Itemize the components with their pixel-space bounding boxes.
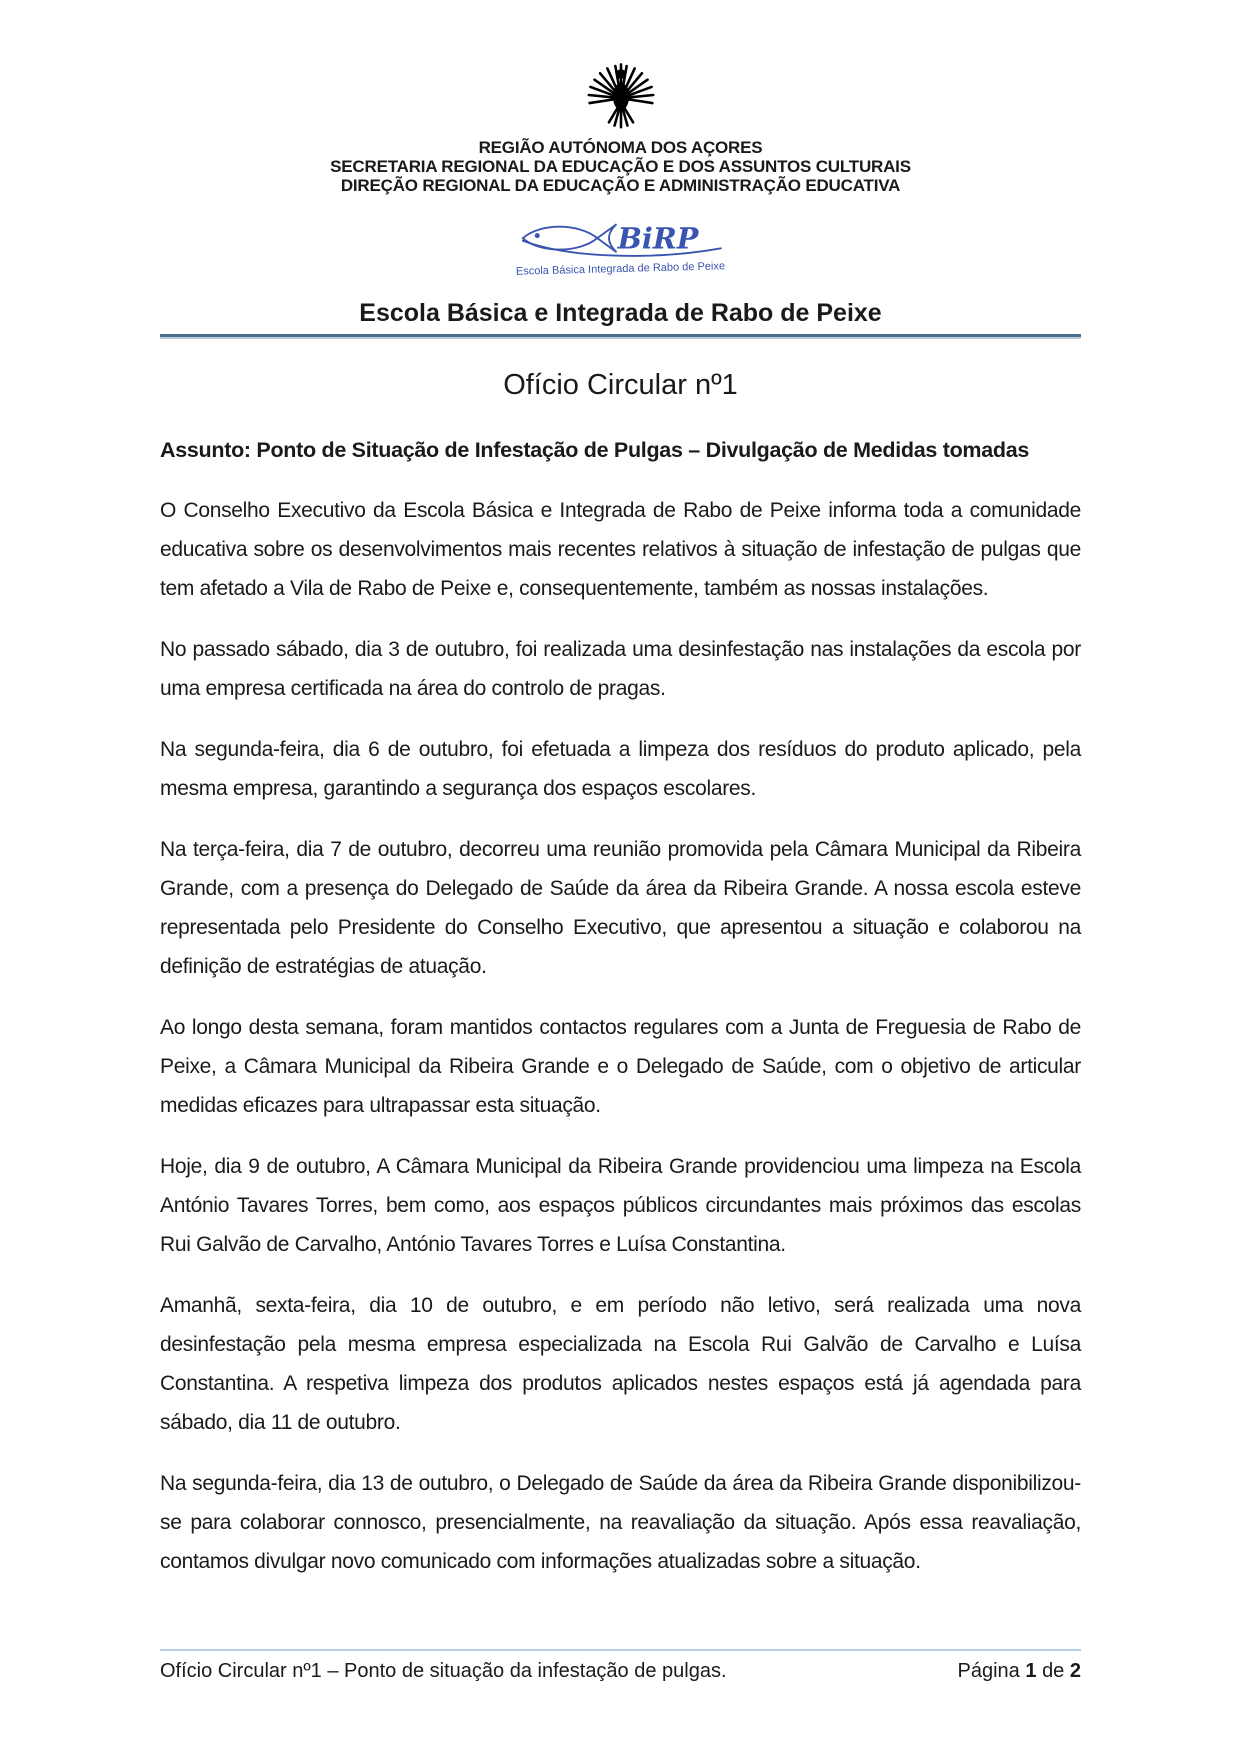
body-paragraph: Na segunda-feira, dia 13 de outubro, o Delegado de Saúde da área da Ribeira Grande disponibilizou-se para colaborar connosco, presencialmente, na reavaliação da situação. Após essa reavaliação, contamos divulgar novo comunicado com informações atualizadas sobre a situação.: [160, 1472, 1081, 1573]
fish-ebirp-logo-icon: [511, 211, 731, 267]
document-title: Ofício Circular nº1: [503, 369, 738, 401]
page-footer: [160, 1649, 1081, 1683]
page-total: 2: [1069, 1660, 1081, 1682]
school-logo: [160, 211, 1081, 278]
body-text: [160, 491, 1081, 1581]
footer-divider: [160, 1649, 1081, 1651]
logo-letters: BiRP: [617, 221, 698, 256]
body-paragraph: Hoje, dia 9 de outubro, A Câmara Municipal da Ribeira Grande providenciou uma limpeza na Escola António Tavares Torres, bem como, aos espaços públicos circundantes mais próximos das escolas Rui Galvão de Carvalho, António Tavares Torres e Luísa Constantina.: [160, 1155, 1081, 1256]
acores-goshawk-emblem-icon: [580, 58, 662, 132]
body-paragraph: Na terça-feira, dia 7 de outubro, decorreu uma reunião promovida pela Câmara Municipal da Ribeira Grande, com a presença do Delegado de Saúde da área da Ribeira Grande. A nossa escola esteve representada pelo Presidente do Conselho Executivo, que apresentou a situação e colaborou na definição de estratégias de atuação.: [160, 838, 1081, 978]
body-paragraph: Ao longo desta semana, foram mantidos contactos regulares com a Junta de Freguesia de Rabo de Peixe, a Câmara Municipal da Ribeira Grande e o Delegado de Saúde, com o objetivo de articular medidas eficazes para ultrapassar esta situação.: [160, 1016, 1081, 1117]
page-label: Página: [957, 1660, 1020, 1682]
school-title: Escola Básica e Integrada de Rabo de Peixe: [359, 299, 882, 327]
body-paragraph: O Conselho Executivo da Escola Básica e Integrada de Rabo de Peixe informa toda a comunidade educativa sobre os desenvolvimentos mais recentes relativos à situação de infestação de pulgas que tem afetado a Vila de Rabo de Peixe e, consequentemente, também as nossas instalações.: [160, 499, 1081, 600]
logo-caption: Escola Básica Integrada de Rabo de Peixe: [515, 260, 726, 278]
org-line-direcao: DIREÇÃO REGIONAL DA EDUCAÇÃO E ADMINISTRAÇÃO EDUCATIVA: [340, 176, 901, 195]
footer-doc-reference: Ofício Circular nº1 – Ponto de situação da infestação de pulgas.: [160, 1660, 727, 1682]
letterhead: [160, 58, 1081, 339]
page-separator: de: [1042, 1660, 1065, 1682]
title-divider: [160, 334, 1081, 339]
page-number: 1: [1025, 1660, 1037, 1682]
body-paragraph: Na segunda-feira, dia 6 de outubro, foi efetuada a limpeza dos resíduos do produto aplicado, pela mesma empresa, garantindo a segurança dos espaços escolares.: [160, 738, 1081, 800]
page-number-indicator: [958, 1660, 1081, 1683]
body-paragraph: No passado sábado, dia 3 de outubro, foi realizada uma desinfestação nas instalações da escola por uma empresa certificada na área do controlo de pragas.: [160, 638, 1081, 700]
org-line-region: REGIÃO AUTÓNOMA DOS AÇORES: [478, 138, 763, 157]
subject-line: Assunto: Ponto de Situação de Infestação de Pulgas – Divulgação de Medidas tomadas: [160, 438, 1030, 462]
body-paragraph: Amanhã, sexta-feira, dia 10 de outubro, e em período não letivo, será realizada uma nova desinfestação pela mesma empresa especializada na Escola Rui Galvão de Carvalho e Luísa Constantina. A respetiva limpeza dos produtos aplicados nestes espaços está já agendada para sábado, dia 11 de outubro.: [160, 1294, 1081, 1434]
org-line-secretaria: SECRETARIA REGIONAL DA EDUCAÇÃO E DOS ASSUNTOS CULTURAIS: [330, 157, 911, 176]
